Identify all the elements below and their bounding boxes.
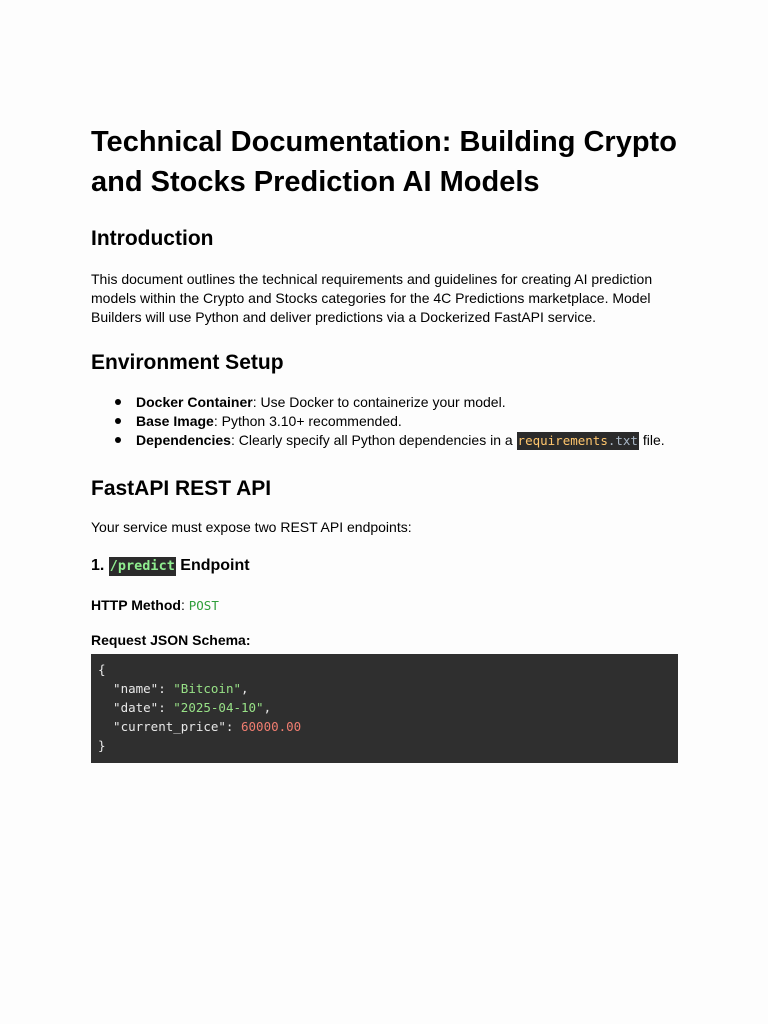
- requirements-file-code: requirements.txt: [517, 433, 638, 448]
- list-item-text: : Use Docker to containerize your model.: [252, 394, 506, 410]
- code-line: "date": "2025-04-10",: [98, 700, 272, 715]
- intro-paragraph: This document outlines the technical requirements and guidelines for creating AI prediction models within the Crypto and Stocks categories for the 4C Predictions marketplace. Model Builders will use Python and deliver predictions via a Dockerized FastAPI service.: [91, 271, 653, 325]
- code-line: {: [98, 662, 106, 677]
- list-item: [91, 393, 665, 412]
- predict-path-code: /predict: [109, 558, 175, 574]
- list-item-label: Docker Container: [136, 394, 253, 410]
- list-item-text: : Clearly specify all Python dependencies in a: [230, 432, 517, 448]
- api-heading: FastAPI REST API: [91, 477, 272, 500]
- list-item: [91, 431, 665, 450]
- schema-label: Request JSON Schema:: [91, 632, 251, 648]
- list-item-label: Dependencies: [136, 432, 231, 448]
- env-heading: Environment Setup: [91, 351, 284, 374]
- json-code-block: [91, 654, 678, 763]
- env-list: [91, 393, 665, 450]
- intro-heading: Introduction: [91, 227, 214, 250]
- list-item-suffix: file.: [638, 432, 665, 448]
- list-item: [91, 412, 665, 431]
- api-paragraph: Your service must expose two REST API endpoints:: [91, 519, 412, 535]
- list-item-label: Base Image: [136, 413, 214, 429]
- page-title: Technical Documentation: Building Crypto and Stocks Prediction AI Models: [91, 126, 677, 198]
- endpoint-heading: 1. /predict Endpoint: [91, 557, 250, 574]
- code-line: }: [98, 738, 106, 753]
- http-method-line: HTTP Method: POST: [91, 597, 219, 613]
- http-method-value: POST: [188, 598, 219, 613]
- code-line: "name": "Bitcoin",: [98, 681, 249, 696]
- list-item-text: : Python 3.10+ recommended.: [213, 413, 402, 429]
- code-line: "current_price": 60000.00: [98, 719, 302, 734]
